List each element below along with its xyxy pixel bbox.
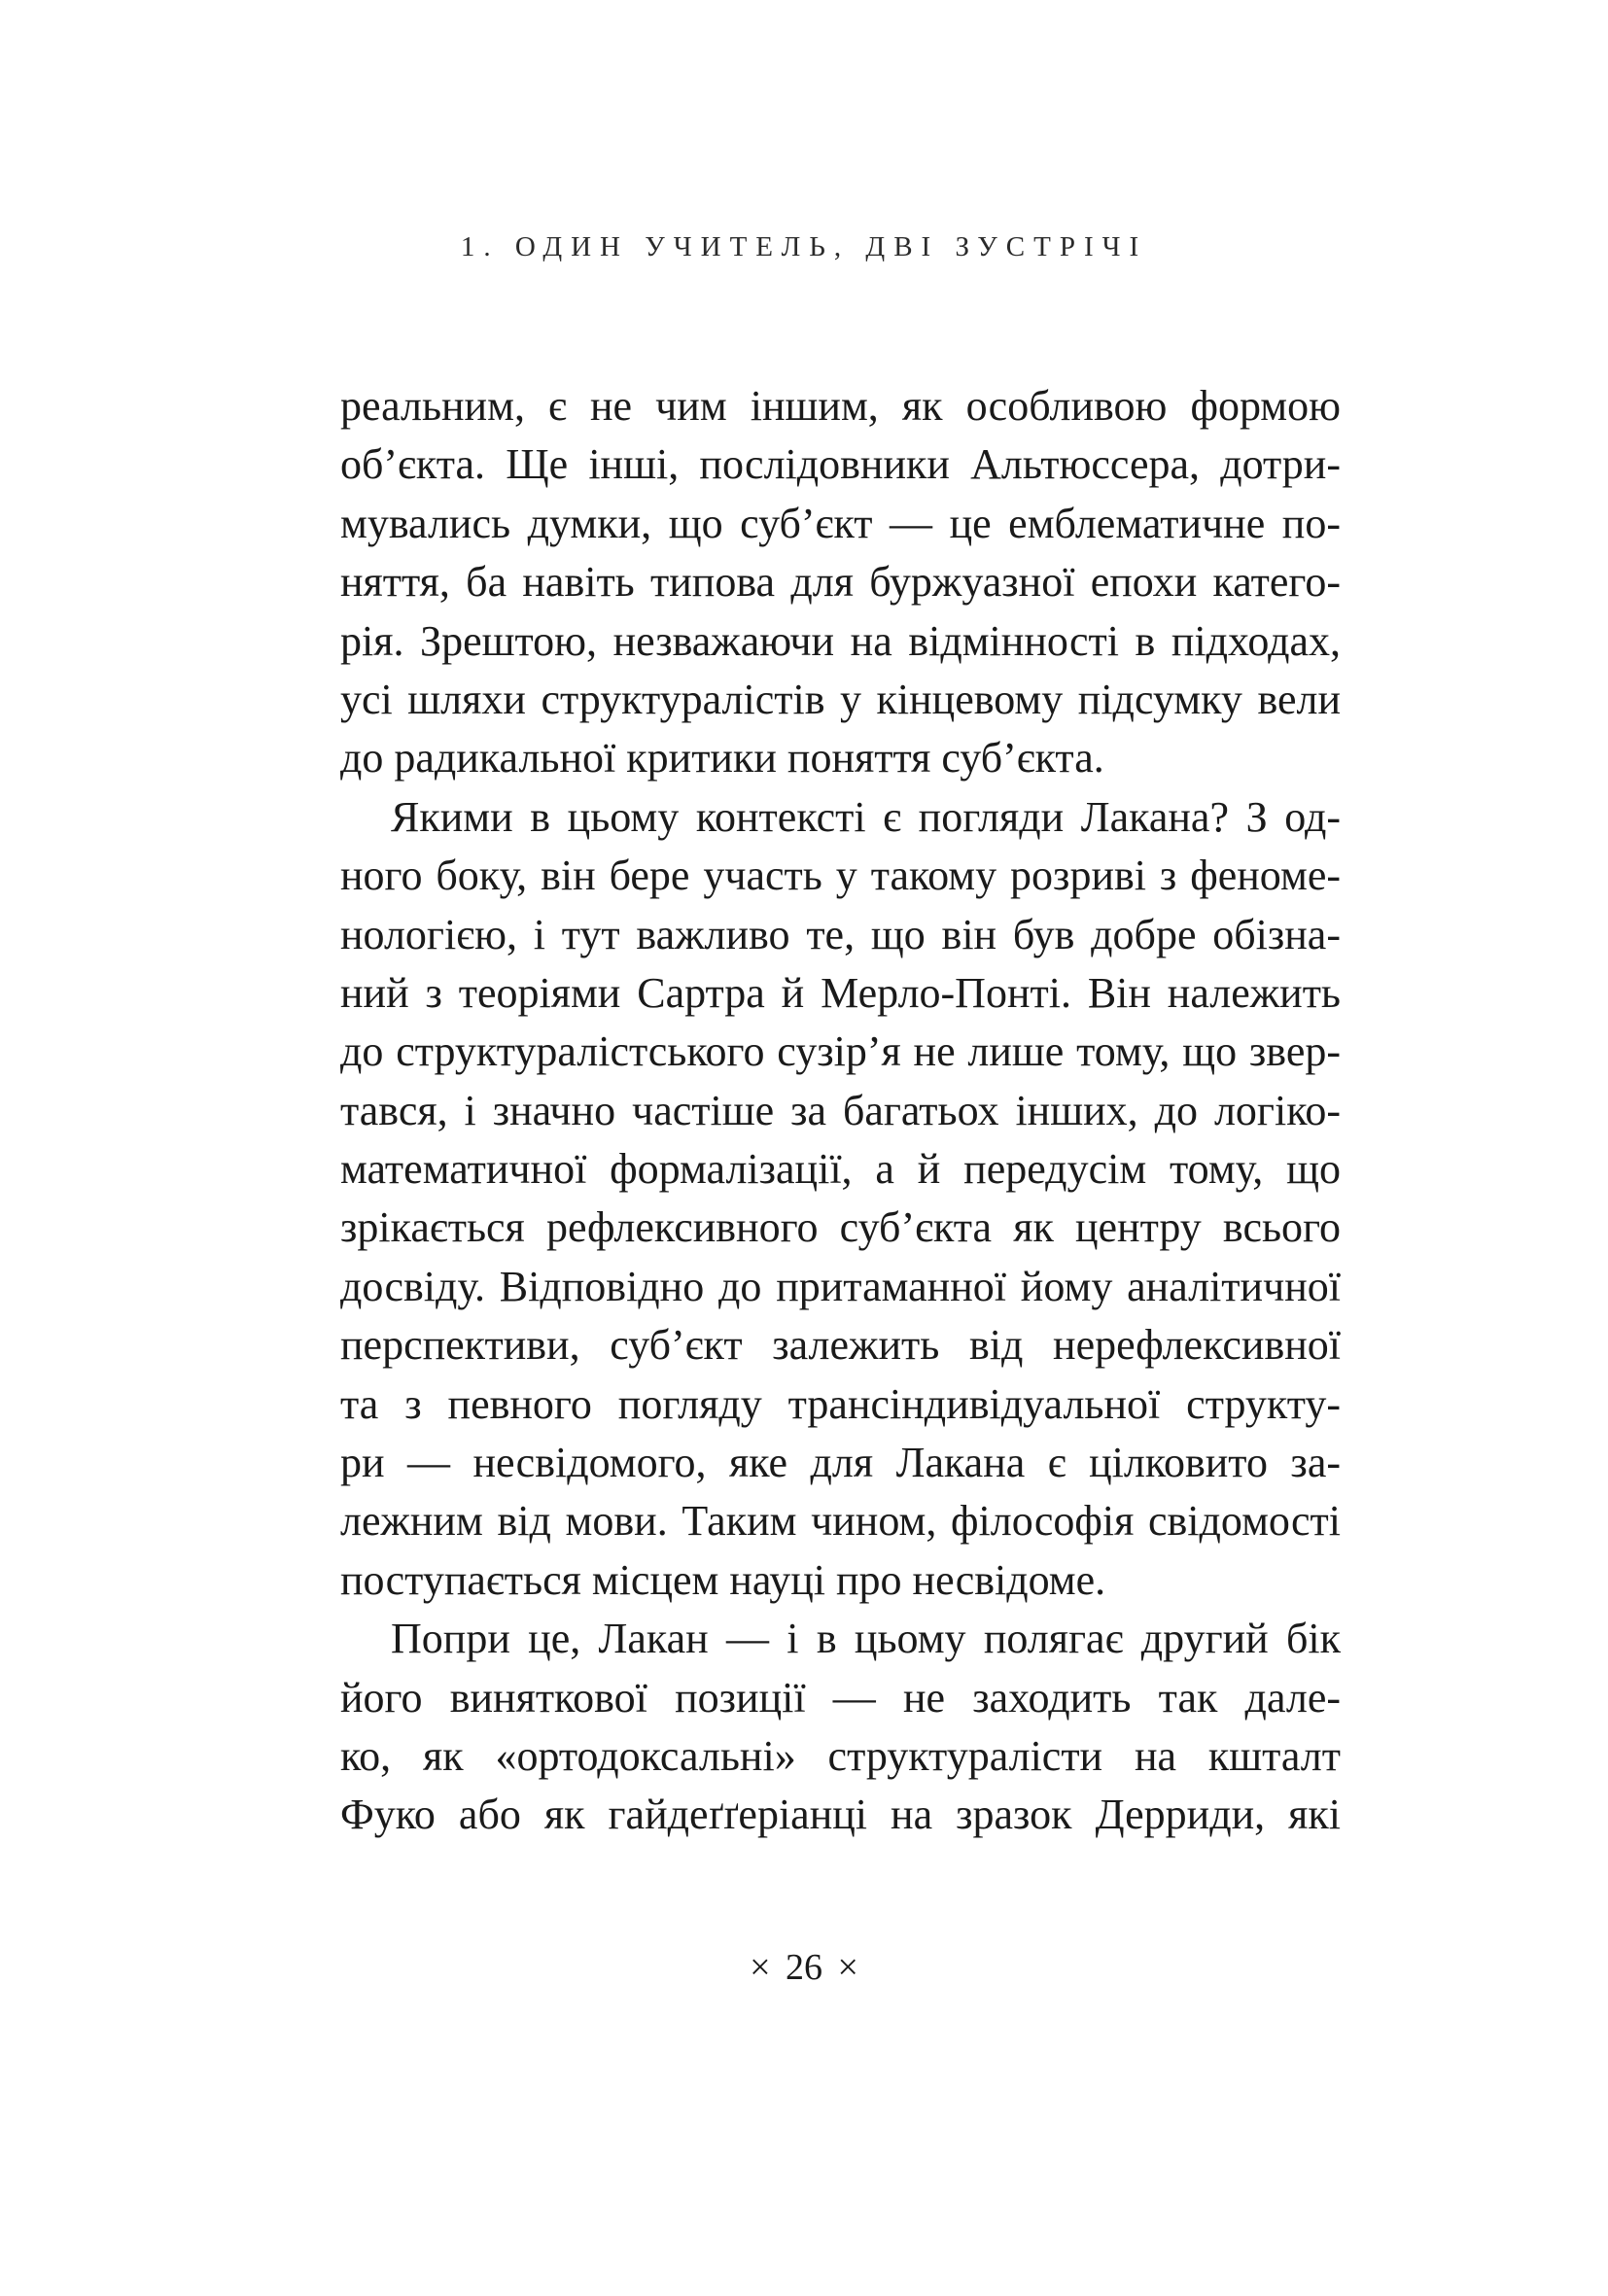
text-line: рія. Зрештою, незважаючи на відмінності в підходах, bbox=[340, 616, 1341, 665]
text-line: Фуко або як гайдеґґеріанці на зразок Дерриди, які bbox=[340, 1791, 1341, 1839]
text-line: нологією, і тут важливо те, що він був добре обізна- bbox=[340, 910, 1341, 958]
text-line: математичної формалізації, а й передусім тому, що bbox=[340, 1145, 1341, 1194]
text-line: Якими в цьому контексті є погляди Лакана? З од- bbox=[391, 792, 1341, 841]
text-line: мувались думки, що суб’єкт — це емблематичне по- bbox=[340, 499, 1341, 547]
text-line: ний з теоріями Сартра й Мерло-Понті. Він належить bbox=[340, 968, 1341, 1017]
text-line: реальним, є не чим іншим, як особливою формою bbox=[340, 382, 1341, 430]
text-line: ри — несвідомого, яке для Лакана є цілковито за- bbox=[340, 1439, 1341, 1487]
text-line: до радикальної критики поняття суб’єкта. bbox=[340, 734, 1104, 783]
text-line: перспективи, суб’єкт залежить від нерефлексивної bbox=[340, 1321, 1341, 1370]
text-line: тався, і значно частіше за багатьох інших, до логіко- bbox=[340, 1086, 1341, 1134]
text-line: няття, ба навіть типова для буржуазної епохи катего- bbox=[340, 558, 1341, 607]
text-line: ного боку, він бере участь у такому розриві з феноме- bbox=[340, 852, 1341, 900]
body-text bbox=[340, 377, 1341, 1845]
running-header: 1. ОДИН УЧИТЕЛЬ, ДВІ ЗУСТРІЧІ bbox=[460, 231, 1148, 262]
text-line: об’єкта. Ще інші, послідовники Альтюссера, дотри- bbox=[340, 440, 1341, 489]
text-line: Попри це, Лакан — і в цьому полягає другий бік bbox=[391, 1615, 1341, 1663]
text-line: усі шляхи структуралістів у кінцевому підсумку вели bbox=[340, 675, 1341, 723]
text-line: та з певного погляду трансіндивідуальної структу- bbox=[340, 1379, 1341, 1428]
text-line: ко, як «ортодоксальні» структуралісти на кшталт bbox=[340, 1731, 1341, 1780]
text-line: його виняткової позиції — не заходить так дале- bbox=[340, 1673, 1341, 1722]
text-line: досвіду. Відповідно до притаманної йому аналітичної bbox=[340, 1262, 1341, 1310]
text-line: до структуралістського сузір’я не лише тому, що звер- bbox=[340, 1027, 1341, 1076]
page-number: × 26 × bbox=[750, 1947, 858, 1988]
text-line: зрікається рефлексивного суб’єкта як центру всього bbox=[340, 1203, 1341, 1252]
text-line: поступається місцем науці про несвідоме. bbox=[340, 1555, 1106, 1604]
text-line: лежним від мови. Таким чином, філософія свідомості bbox=[340, 1497, 1341, 1546]
